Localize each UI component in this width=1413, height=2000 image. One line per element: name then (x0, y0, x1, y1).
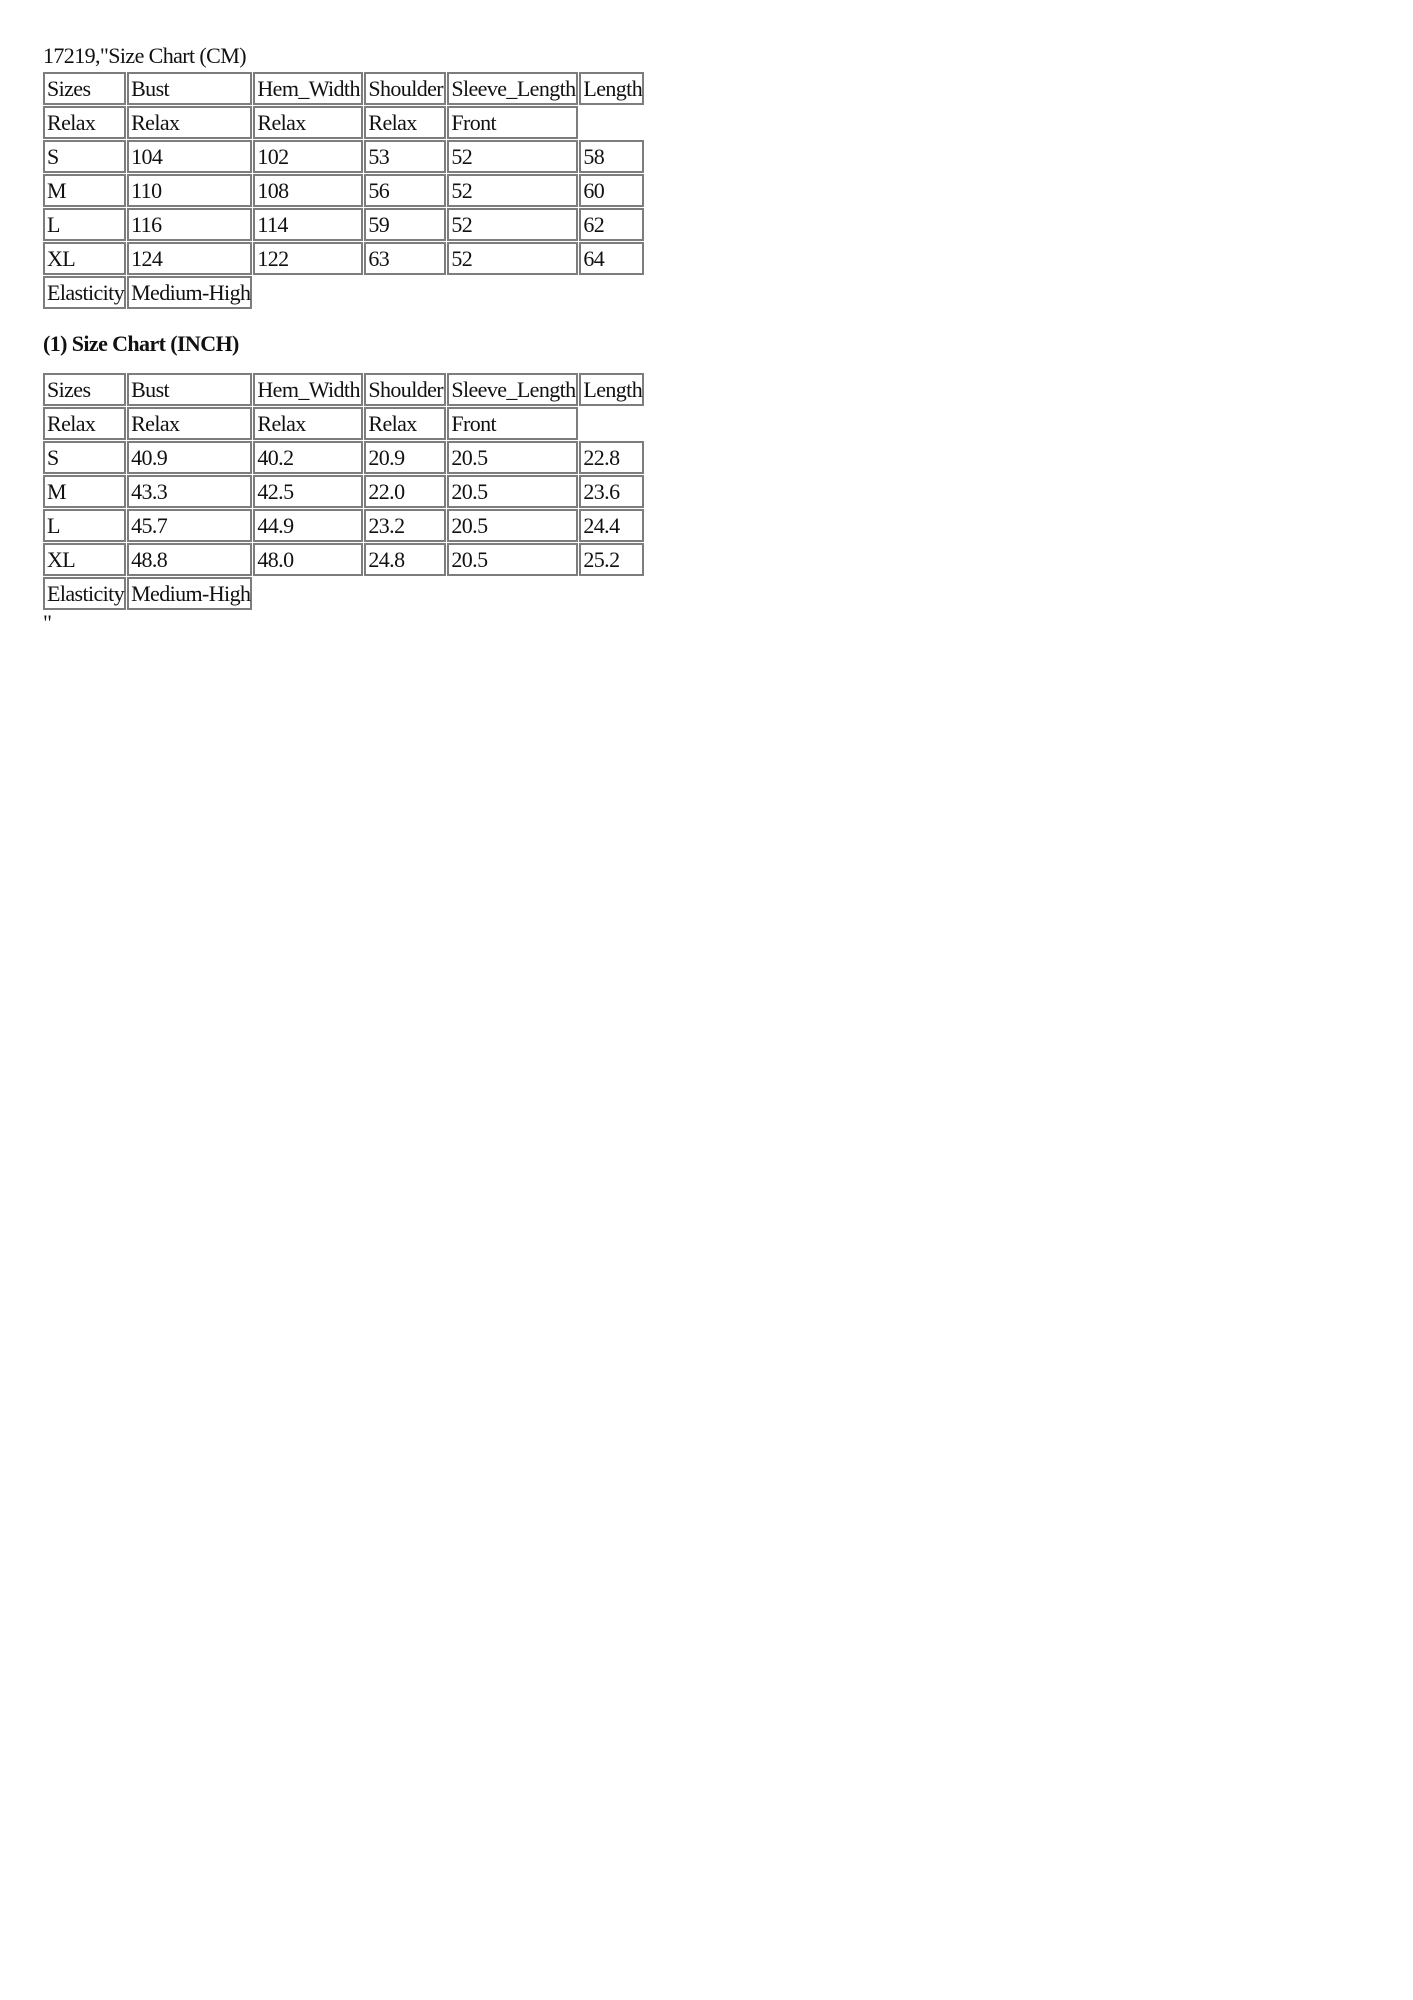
bust-cell: 124 (127, 242, 252, 275)
elasticity-value: Medium-High (127, 276, 252, 309)
size-cell: S (43, 140, 126, 173)
table-row (43, 475, 644, 508)
bust-cell: 48.8 (127, 543, 252, 576)
shoulder-cell: 23.2 (364, 509, 446, 542)
table-row (43, 140, 644, 173)
bust-cell: 110 (127, 174, 252, 207)
elasticity-row (43, 276, 644, 309)
hem-width-cell: 114 (253, 208, 363, 241)
hem-width-cell: 108 (253, 174, 363, 207)
table-row (43, 174, 644, 207)
shoulder-cell: 53 (364, 140, 446, 173)
table-row (43, 509, 644, 542)
method-cell: Relax (253, 106, 363, 139)
document-page (43, 43, 645, 633)
method-row (43, 407, 644, 440)
intro-line: 17219,"Size Chart (CM) (43, 43, 246, 68)
elasticity-label: Elasticity (43, 276, 126, 309)
sleeve-length-cell: 52 (447, 208, 578, 241)
empty-cell (253, 276, 363, 309)
length-cell: 24.4 (579, 509, 644, 542)
size-cell: S (43, 441, 126, 474)
length-cell: 64 (579, 242, 644, 275)
closing-quote: " (43, 610, 52, 635)
sleeve-length-cell: 52 (447, 140, 578, 173)
sleeve-length-cell: 20.5 (447, 441, 578, 474)
header-cell: Sleeve_Length (447, 72, 578, 105)
shoulder-cell: 20.9 (364, 441, 446, 474)
elasticity-value: Medium-High (127, 577, 252, 610)
empty-cell (253, 577, 363, 610)
header-row (43, 373, 644, 406)
elasticity-row (43, 577, 644, 610)
sleeve-length-cell: 52 (447, 242, 578, 275)
empty-cell (579, 407, 644, 440)
length-cell: 22.8 (579, 441, 644, 474)
bust-cell: 43.3 (127, 475, 252, 508)
header-cell: Bust (127, 373, 252, 406)
header-cell: Sizes (43, 72, 126, 105)
header-cell: Shoulder (364, 373, 446, 406)
empty-cell (447, 276, 578, 309)
length-cell: 23.6 (579, 475, 644, 508)
length-cell: 58 (579, 140, 644, 173)
elasticity-label: Elasticity (43, 577, 126, 610)
size-chart-cm-table (42, 71, 645, 310)
hem-width-cell: 44.9 (253, 509, 363, 542)
empty-cell (364, 276, 446, 309)
length-cell: 25.2 (579, 543, 644, 576)
shoulder-cell: 22.0 (364, 475, 446, 508)
hem-width-cell: 122 (253, 242, 363, 275)
table-row (43, 543, 644, 576)
method-cell: Relax (127, 106, 252, 139)
size-cell: M (43, 475, 126, 508)
hem-width-cell: 102 (253, 140, 363, 173)
header-cell: Shoulder (364, 72, 446, 105)
bust-cell: 40.9 (127, 441, 252, 474)
size-cell: L (43, 208, 126, 241)
hem-width-cell: 48.0 (253, 543, 363, 576)
method-cell: Relax (364, 407, 446, 440)
method-cell: Relax (127, 407, 252, 440)
header-cell: Length (579, 373, 644, 406)
header-cell: Hem_Width (253, 72, 363, 105)
hem-width-cell: 42.5 (253, 475, 363, 508)
method-cell: Front (447, 407, 578, 440)
length-cell: 62 (579, 208, 644, 241)
method-cell: Relax (43, 407, 126, 440)
length-cell: 60 (579, 174, 644, 207)
shoulder-cell: 56 (364, 174, 446, 207)
size-cell: M (43, 174, 126, 207)
header-cell: Sleeve_Length (447, 373, 578, 406)
size-cell: L (43, 509, 126, 542)
method-cell: Front (447, 106, 578, 139)
table-row (43, 242, 644, 275)
method-cell: Relax (253, 407, 363, 440)
header-cell: Length (579, 72, 644, 105)
header-cell: Hem_Width (253, 373, 363, 406)
bust-cell: 104 (127, 140, 252, 173)
empty-cell (579, 577, 644, 610)
sleeve-length-cell: 20.5 (447, 543, 578, 576)
shoulder-cell: 24.8 (364, 543, 446, 576)
method-cell: Relax (364, 106, 446, 139)
inch-section-heading: (1) Size Chart (INCH) (43, 331, 239, 356)
sleeve-length-cell: 20.5 (447, 475, 578, 508)
hem-width-cell: 40.2 (253, 441, 363, 474)
method-cell: Relax (43, 106, 126, 139)
empty-cell (447, 577, 578, 610)
bust-cell: 116 (127, 208, 252, 241)
empty-cell (579, 276, 644, 309)
table-row (43, 441, 644, 474)
header-row (43, 72, 644, 105)
table-row (43, 208, 644, 241)
header-cell: Bust (127, 72, 252, 105)
size-cell: XL (43, 242, 126, 275)
shoulder-cell: 63 (364, 242, 446, 275)
sleeve-length-cell: 52 (447, 174, 578, 207)
size-cell: XL (43, 543, 126, 576)
sleeve-length-cell: 20.5 (447, 509, 578, 542)
empty-cell (579, 106, 644, 139)
empty-cell (364, 577, 446, 610)
method-row (43, 106, 644, 139)
header-cell: Sizes (43, 373, 126, 406)
shoulder-cell: 59 (364, 208, 446, 241)
bust-cell: 45.7 (127, 509, 252, 542)
size-chart-inch-table (42, 372, 645, 611)
